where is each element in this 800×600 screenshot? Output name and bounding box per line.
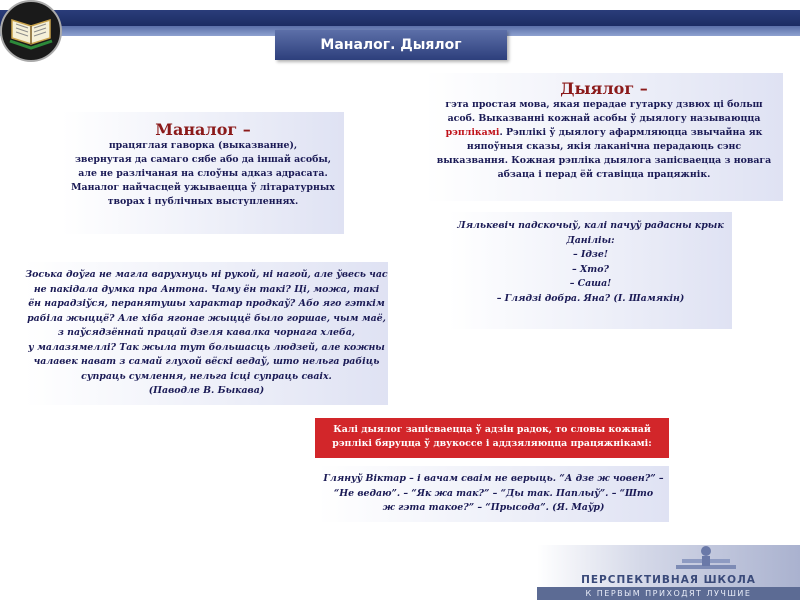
example-line: супраць сумлення, нельга ісці супраць сваіх. (81, 370, 332, 382)
dialogue-line: гэта простая мова, якая перадае гутарку дзвюх ці больш (445, 99, 763, 110)
school-name: ПЕРСПЕКТИВНАЯ ШКОЛА (581, 574, 756, 586)
dialogue-heading: Дыялог – (560, 79, 648, 98)
monologue-line: працяглая гаворка (выказванне), (108, 140, 298, 151)
example-line: Глянуў Віктар – і вачам сваім не верыць. “А дзе ж човен?” – (323, 473, 664, 484)
dialogue-line-rest: . Рэплікі ў дыялогу афармляюцца звычайна як (499, 127, 763, 138)
example-line: з паўсядзённай працай дзеля кавалка чорнага хлеба, (57, 327, 356, 338)
replicas-term: рэплікамі (445, 127, 500, 138)
example-line: – Ідзе! (573, 249, 608, 260)
example-line: ж гэта такое?” – “Прысода”. (Я. Маўр) (382, 502, 605, 513)
rule-line: рэплікі бяруцца ў двукоссе і аддзяляюцца працяжнікамі: (332, 438, 652, 449)
example-line: ён нарадзіўся, перанятушы характар продкаў? Або яго гэткім (28, 298, 385, 309)
example-line: – Саша! (569, 278, 612, 289)
example-line: Даніліы: (566, 234, 615, 246)
page-title: Маналог. Дыялог (275, 30, 507, 60)
example-line: у малазямеллі? Так жыла тут большасць людзей, але кожны (28, 341, 385, 353)
inline-dialogue-example-panel (318, 466, 669, 522)
dialogue-line: няпоўныя сказы, якія лаканічна перадаюць сэнс (466, 141, 742, 152)
school-slogan: К ПЕРВЫМ ПРИХОДЯТ ЛУЧШИЕ (537, 587, 800, 600)
book-logo-icon (0, 0, 62, 62)
inline-dialogue-rule (315, 418, 669, 458)
example-line: – Хто? (572, 263, 609, 275)
monologue-line: Маналог найчасцей ужываецца ў літаратурных (71, 182, 335, 193)
monologue-line: але не разлічаная на слоўны адказ адрасата. (78, 168, 328, 179)
school-emblem-icon (672, 545, 740, 575)
header-bar (0, 10, 800, 26)
dialogue-line: асоб. Выказванні кожнай асобы ў дыялогу называюцца (447, 113, 761, 124)
monologue-definition-panel (62, 112, 344, 234)
example-line: Зоська доўга не магла варухнуць ні рукой, ні нагой, але ўвесь час (25, 269, 388, 280)
example-source: (Паводле В. Быкава) (148, 385, 265, 396)
example-line: – Глядзі добра. Яна? (І. Шамякін) (496, 292, 685, 304)
dialogue-line: абзаца і перад ёй ставіцца працяжнік. (497, 169, 711, 180)
monologue-heading: Маналог – (155, 120, 251, 139)
school-logo (537, 545, 800, 600)
monologue-line: звернутая да самаго сябе або да іншай асобы, (74, 154, 332, 165)
dialogue-example-panel (449, 212, 732, 329)
dialogue-line (425, 126, 783, 140)
monologue-line: творах і публічных выступленнях. (107, 196, 299, 207)
monologue-example-panel (25, 262, 388, 405)
example-line: чалавек нават з самай глухой вёскі ведаў, што нельга рабіць (33, 356, 380, 367)
example-line: “Не ведаю”. – “Як жа так?” – “Ды так. Паплыў”. – “Што (333, 487, 654, 499)
dialogue-definition-panel (425, 73, 783, 201)
example-line: рабіла жыццё? Але хіба ягонае жыццё было горшае, чым маё, (27, 312, 386, 324)
dialogue-line: выказвання. Кожная рэпліка дыялога запісваецца з новага (436, 155, 772, 166)
rule-line: Калі дыялог запісваецца ў адзін радок, то словы кожнай (333, 424, 651, 435)
example-line: не пакідала думка пра Антона. Чаму ён такі? Ці, можа, такі (33, 283, 380, 295)
example-line: Лялькевіч падскочыў, калі пачуў радасны крык (457, 220, 724, 231)
